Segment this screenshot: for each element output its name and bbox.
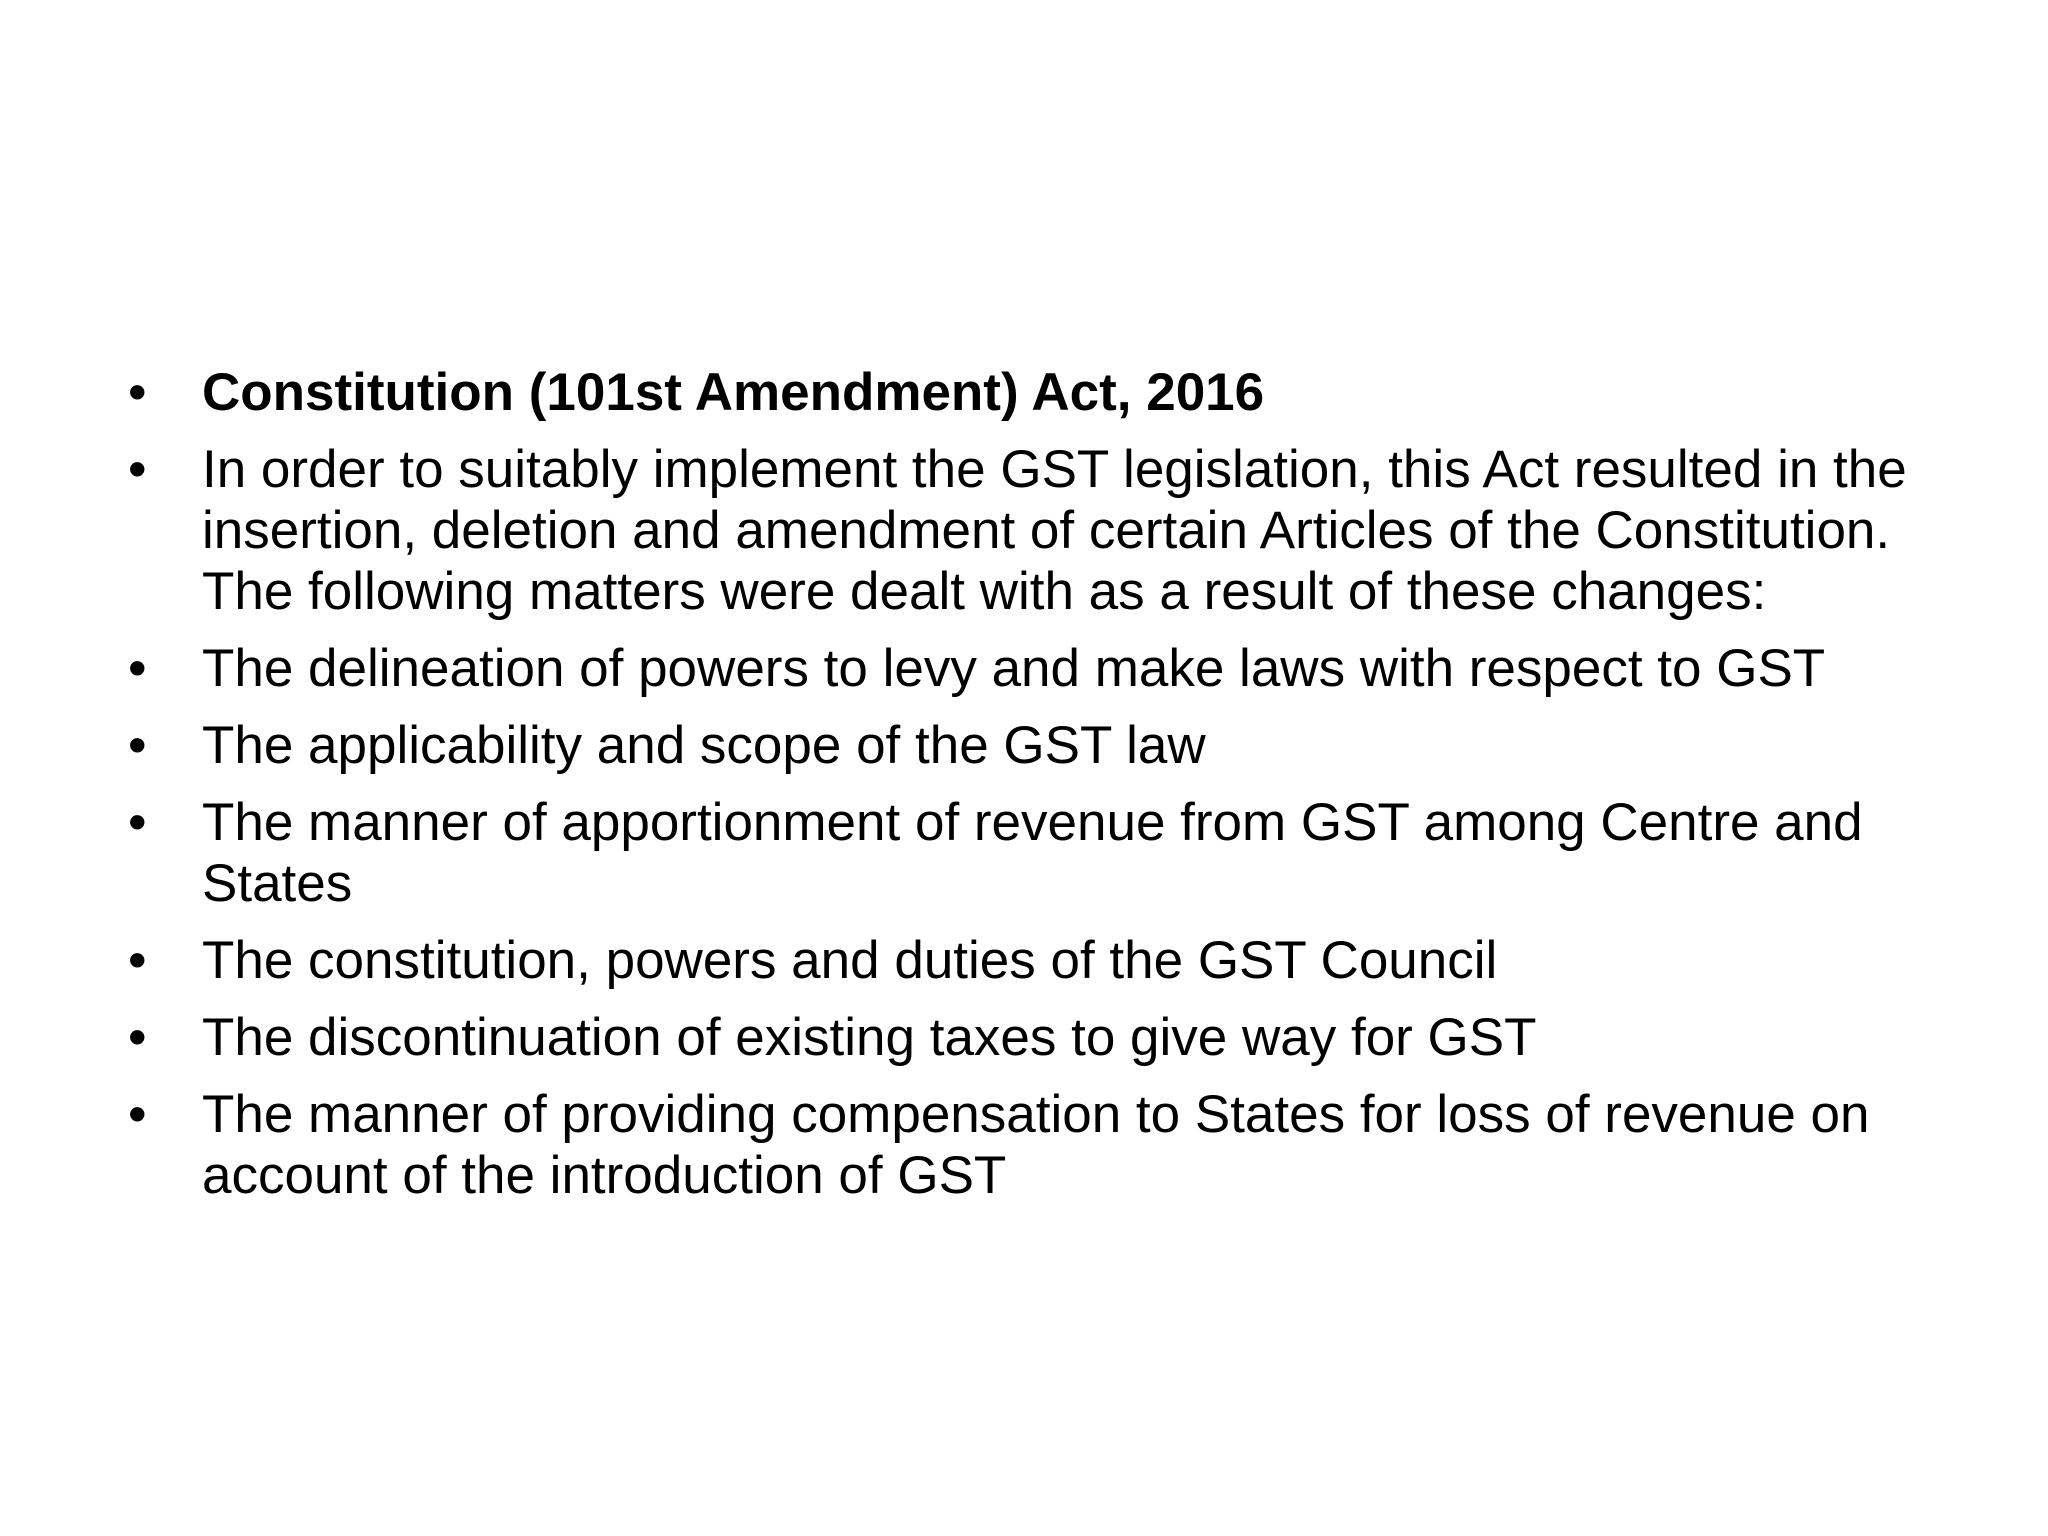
bullet-marker: • — [128, 639, 147, 698]
bullet-item-apportionment — [116, 792, 1976, 914]
bullet-marker: • — [128, 363, 147, 422]
bullet-marker: • — [128, 716, 147, 775]
bullet-list — [116, 362, 1976, 1222]
bullet-marker: • — [128, 931, 147, 990]
bullet-marker: • — [128, 793, 147, 852]
bullet-text: The discontinuation of existing taxes to give way for GST — [202, 1008, 1537, 1067]
bullet-item-compensation — [116, 1084, 1976, 1206]
bullet-text: The delineation of powers to levy and make laws with respect to GST — [202, 639, 1826, 698]
bullet-text: The applicability and scope of the GST law — [202, 716, 1206, 775]
bullet-item-council — [116, 930, 1976, 991]
bullet-item-intro — [116, 439, 1976, 622]
bullet-item-applicability — [116, 715, 1976, 776]
bullet-marker: • — [128, 440, 147, 499]
bullet-text: The manner of apportionment of revenue from GST among Centre and States — [202, 793, 1863, 913]
bullet-item-discontinuation — [116, 1007, 1976, 1068]
bullet-marker: • — [128, 1008, 147, 1067]
bullet-text: In order to suitably implement the GST legislation, this Act resulted in the insertion, deletion and amendment of certain Articles of the Constitution. The following matters were dealt with as a result of these changes: — [202, 440, 1907, 621]
bullet-text: The manner of providing compensation to States for loss of revenue on account of the introduction of GST — [202, 1085, 1870, 1205]
bullet-text: Constitution (101st Amendment) Act, 2016 — [202, 363, 1265, 422]
bullet-item-delineation — [116, 638, 1976, 699]
bullet-text: The constitution, powers and duties of the GST Council — [202, 931, 1498, 990]
bullet-marker: • — [128, 1085, 147, 1144]
bullet-item-title — [116, 362, 1976, 423]
